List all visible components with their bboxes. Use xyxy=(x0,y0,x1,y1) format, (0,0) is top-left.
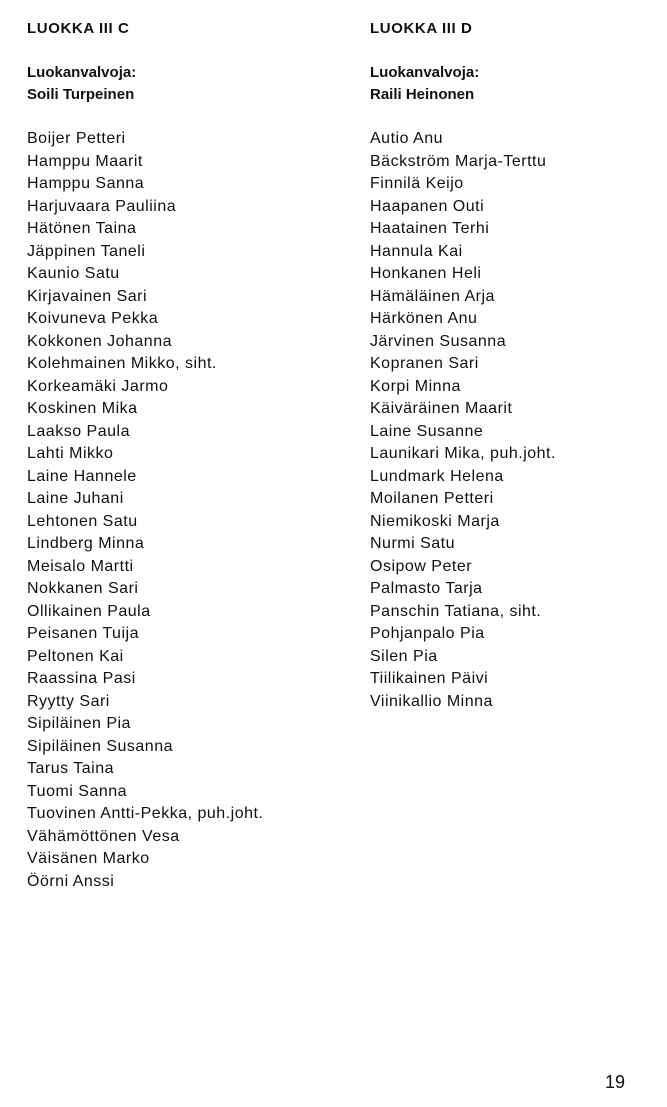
student-name: Pohjanpalo Pia xyxy=(370,625,485,642)
student-name: Kokkonen Johanna xyxy=(27,332,172,350)
student-name: Palmasto Tarja xyxy=(370,580,483,597)
student-name: Ollikainen Paula xyxy=(27,602,151,620)
student-name: Silen Pia xyxy=(370,647,438,665)
student-name: Tarus Taina xyxy=(27,760,115,777)
student-name: Kolehmainen Mikko, siht. xyxy=(27,355,217,372)
student-name: Osipow Peter xyxy=(370,557,473,575)
student-name: Vähämöttönen Vesa xyxy=(27,827,180,845)
student-name: Nurmi Satu xyxy=(370,535,456,552)
student-name: Koivuneva Pekka xyxy=(27,310,159,327)
student-name: Jäppinen Taneli xyxy=(27,242,146,260)
class-column-iii-c xyxy=(27,18,347,893)
student-name: Kopranen Sari xyxy=(370,355,479,372)
supervisor-label: Luokanvalvoja: xyxy=(27,64,137,81)
student-name: Launikari Mika, puh.joht. xyxy=(370,445,556,462)
student-name: Moilanen Petteri xyxy=(370,490,494,507)
student-name: Laine Hannele xyxy=(27,467,137,485)
student-name: Hamppu Maarit xyxy=(27,152,143,170)
student-name: Laakso Paula xyxy=(27,422,130,440)
student-name: Haatainen Terhi xyxy=(370,220,490,237)
student-name: Koskinen Mika xyxy=(27,400,138,417)
student-name: Finnilä Keijo xyxy=(370,175,464,192)
student-name: Väisänen Marko xyxy=(27,850,150,867)
student-name: Sipiläinen Pia xyxy=(27,715,131,732)
student-name: Kirjavainen Sari xyxy=(27,287,148,305)
student-name: Tuovinen Antti-Pekka, puh.joht. xyxy=(27,805,264,822)
student-name: Bäckström Marja-Terttu xyxy=(370,152,547,170)
student-name: Boijer Petteri xyxy=(27,130,126,147)
student-name: Lehtonen Satu xyxy=(27,512,138,530)
supervisor-label: Luokanvalvoja: xyxy=(370,64,480,81)
student-name: Käiväräinen Maarit xyxy=(370,400,513,417)
student-name: Kaunio Satu xyxy=(27,265,120,282)
student-name: Niemikoski Marja xyxy=(370,512,500,530)
student-name: Hannula Kai xyxy=(370,242,463,260)
class-title: LUOKKA III C xyxy=(27,20,130,37)
student-name: Hamppu Sanna xyxy=(27,175,145,192)
student-name: Lindberg Minna xyxy=(27,535,145,552)
student-name: Meisalo Martti xyxy=(27,557,134,575)
student-name: Viinikallio Minna xyxy=(370,692,493,710)
student-name: Harjuvaara Pauliina xyxy=(27,197,177,215)
student-name: Lahti Mikko xyxy=(27,445,114,462)
student-name: Lundmark Helena xyxy=(370,467,504,485)
student-name: Honkanen Heli xyxy=(370,265,482,282)
student-name: Korpi Minna xyxy=(370,377,461,395)
supervisor-name: Raili Heinonen xyxy=(370,86,475,103)
student-name: Laine Susanne xyxy=(370,422,484,440)
student-name: Autio Anu xyxy=(370,130,443,147)
student-name: Laine Juhani xyxy=(27,490,124,507)
student-name: Sipiläinen Susanna xyxy=(27,737,173,755)
student-name: Ryytty Sari xyxy=(27,692,110,710)
student-name: Korkeamäki Jarmo xyxy=(27,377,169,395)
student-name: Peltonen Kai xyxy=(27,647,124,665)
student-name: Panschin Tatiana, siht. xyxy=(370,602,542,620)
class-column-iii-d xyxy=(370,18,660,713)
page-number: 19 xyxy=(604,1072,625,1092)
student-name: Raassina Pasi xyxy=(27,670,136,687)
student-name: Haapanen Outi xyxy=(370,197,485,215)
student-list xyxy=(370,128,660,713)
student-name: Nokkanen Sari xyxy=(27,580,139,597)
student-name: Peisanen Tuija xyxy=(27,625,139,642)
student-name: Järvinen Susanna xyxy=(370,332,507,350)
student-name: Hätönen Taina xyxy=(27,220,137,237)
student-name: Tuomi Sanna xyxy=(27,782,128,800)
student-list xyxy=(27,128,347,893)
student-name: Öörni Anssi xyxy=(27,872,115,890)
supervisor-name: Soili Turpeinen xyxy=(27,86,135,103)
student-name: Tiilikainen Päivi xyxy=(370,670,489,687)
student-name: Hämäläinen Arja xyxy=(370,287,495,305)
student-name: Härkönen Anu xyxy=(370,310,478,327)
class-title: LUOKKA III D xyxy=(370,20,473,37)
